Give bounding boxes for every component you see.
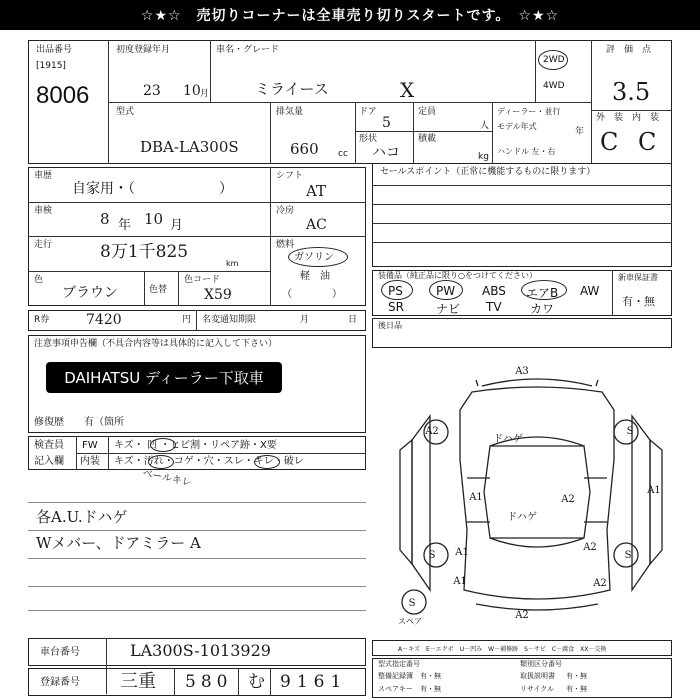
first-reg-unit: 月 (200, 89, 210, 99)
equip-aw: AW (580, 284, 600, 298)
inspector-row1-head: FW (82, 440, 98, 451)
drive-2wd-circle (538, 50, 568, 70)
equip-sr: SR (388, 300, 404, 314)
model-value: DBA-LA300S (140, 138, 239, 156)
door-value: 5 (382, 115, 391, 131)
int-value: C (638, 128, 657, 156)
color-code-label: 色コード (184, 275, 221, 285)
damage-mark: A2 (583, 542, 597, 553)
inspect-label: 車検 (34, 206, 53, 216)
first-reg-month: 10 (183, 83, 201, 99)
damage-mark: S (428, 550, 436, 561)
fuel-other: （ ） (282, 289, 342, 300)
equip-navi: ナビ (436, 302, 461, 316)
use-label: 車歴 (34, 171, 53, 181)
legend-text: A－キズ E－エクボ U－凹み W－補修跡 S－サビ C－腐食 XX－交換 (398, 646, 607, 653)
shift-label: シフト (276, 171, 304, 181)
equip-leather: カワ (530, 302, 555, 316)
sales-point-box (372, 163, 672, 267)
ac-label: 冷房 (276, 206, 295, 216)
damage-mark: S (626, 426, 634, 437)
mileage-label: 走行 (34, 240, 53, 250)
key-label: スペアキー (378, 685, 413, 693)
ext-value: C (600, 128, 619, 156)
dealer-label: ディーラー・並行 (497, 107, 561, 116)
fuel-gas-circle (288, 247, 348, 267)
chassis-label: 車台番号 (40, 647, 80, 658)
drive-4wd: 4WD (543, 81, 565, 91)
fuel-label: 燃料 (276, 240, 295, 250)
tax-value: 7420 (86, 312, 122, 328)
damage-mark: ドハゲ (507, 512, 537, 523)
tax-row (28, 310, 366, 331)
reg-label: 登録番号 (40, 677, 80, 688)
wear-circle (254, 455, 280, 469)
inspect-year: 8 (100, 210, 110, 228)
dealer-badge: DAIHATSU ディーラー下取車 (46, 362, 282, 393)
bottom-label: 型式指定番号 (378, 660, 420, 668)
damage-mark: A2 (515, 610, 529, 621)
pw-circle (429, 280, 463, 300)
note-scribble: ベールキレ (141, 467, 193, 490)
disp-value: 660 (290, 140, 319, 158)
remark-2: Wメバー、ドアミラー A (36, 534, 201, 552)
first-reg-year: 23 (143, 83, 161, 99)
notice-day: 日 (348, 315, 358, 325)
name-value: ミライース (255, 80, 329, 98)
inspector-label-2: 記入欄 (34, 456, 64, 467)
service-label: 整備記録簿 (378, 672, 413, 680)
reg-number: 9161 (280, 672, 348, 692)
color-change-label: 色替 (149, 285, 168, 295)
postfit-box (372, 318, 672, 348)
inspect-year-unit: 年 (118, 218, 132, 233)
inspect-month: 10 (144, 210, 164, 228)
damage-mark: S (624, 550, 632, 561)
recycle-label: リサイクル (520, 685, 555, 693)
notice-month: 月 (300, 315, 310, 325)
score-label: 評 価 点 (606, 45, 652, 55)
damage-mark: A2 (425, 426, 439, 437)
model-label: 型式 (116, 107, 135, 117)
color-code-value: X59 (204, 287, 232, 303)
notice-label: 名変通知期限 (202, 315, 257, 325)
stain-circle (148, 455, 174, 469)
fuel-diesel: 軽 油 (300, 271, 330, 282)
damage-mark: A1 (469, 492, 483, 503)
grade-value: X (400, 78, 415, 102)
equipment-label: 装備品（純正品に限り○をつけてください） (378, 271, 537, 280)
drive-2wd: 2WD (543, 55, 565, 65)
first-reg-label: 初度登録年月 (116, 45, 171, 55)
fuel-gas: ガソリン (294, 252, 334, 263)
ext-int-label: 外 装 内 装 (596, 113, 660, 123)
capacity-unit: 人 (480, 121, 490, 131)
shape-label: 形状 (359, 134, 378, 144)
name-label: 車名・グレード (216, 45, 280, 55)
mileage-unit: km (226, 259, 239, 268)
manual-value: 有・無 (566, 672, 587, 680)
top-banner: ☆★☆ 売切りコーナーは全車売り切りスタートです。 ☆★☆ (0, 0, 700, 30)
equip-abs: ABS (482, 284, 506, 298)
model-year-unit: 年 (575, 127, 585, 137)
postfit-label: 後日品 (378, 321, 402, 330)
reg-area: 三重 (120, 671, 156, 692)
lot-sub: [1915] (36, 61, 66, 71)
inspector-row2: キズ・汚れ・コゲ・穴・スレ・キレ・破レ (114, 456, 304, 467)
warranty-label: 新車保証書 (618, 273, 658, 282)
bottom-label-2: 類別区分番号 (520, 660, 562, 668)
dent-circle (150, 438, 176, 452)
inspect-month-unit: 月 (170, 218, 184, 233)
shape-value: ハコ (372, 145, 400, 161)
lot-number: 8006 (36, 82, 90, 109)
use-value: 自家用・（ ） (72, 181, 233, 197)
equip-tv: TV (486, 300, 502, 314)
model-year-label: モデル年式 (497, 122, 537, 131)
sales-label: セールスポイント（正常に機能するものに限ります） (380, 167, 596, 177)
shift-value: AT (306, 182, 327, 200)
inspector-row1: キズ・ 凹 ・ヒビ割・リペア跡・X要 (114, 440, 277, 451)
damage-mark: A2 (561, 494, 575, 505)
tax-label: R券 (34, 315, 50, 325)
equip-ps: PS (388, 284, 403, 298)
notes-label: 注意事項申告欄（不具合内容等は具体的に記入して下さい） (34, 339, 278, 349)
load-unit: kg (478, 152, 489, 162)
damage-mark: A1 (455, 547, 469, 558)
mileage-value: 8万1千825 (100, 242, 189, 262)
color-label: 色 (34, 275, 44, 285)
damage-mark: A3 (515, 366, 529, 377)
damage-mark: A2 (593, 578, 607, 589)
damage-mark: ドハゲ (493, 434, 523, 445)
remark-1: 各A.U.ドハゲ (36, 508, 128, 526)
ac-value: AC (306, 217, 327, 233)
spare-label: スペア (398, 617, 422, 626)
score-value: 3.5 (612, 78, 651, 106)
lot-label: 出品番号 (36, 45, 73, 55)
chassis-value: LA300S-1013929 (130, 641, 271, 660)
color-value: ブラウン (62, 285, 118, 301)
airbag-circle (521, 280, 567, 300)
ps-circle (381, 280, 413, 300)
damage-mark: S (408, 598, 416, 609)
disp-unit: cc (338, 149, 348, 159)
inspector-row2-head: 内装 (80, 456, 100, 467)
damage-mark: A1 (453, 576, 467, 587)
warranty-value: 有・無 (622, 295, 655, 308)
service-value: 有・無 (420, 672, 441, 680)
tax-unit: 円 (182, 315, 192, 325)
equip-pw: PW (436, 284, 456, 298)
disp-label: 排気量 (276, 107, 304, 117)
door-label: ドア (359, 107, 377, 117)
manual-label: 取扱説明書 (520, 672, 555, 680)
reg-kana: む (248, 672, 265, 692)
recycle-value: 有・無 (566, 685, 587, 693)
handle-label: ハンドル 左・右 (497, 147, 556, 156)
reg-class: 580 (185, 672, 233, 692)
repair-label: 修復歴 有（箇所 (34, 417, 124, 428)
car-diagram (372, 350, 672, 640)
load-label: 積載 (418, 134, 437, 144)
key-value: 有・無 (420, 685, 441, 693)
damage-mark: A1 (647, 485, 661, 496)
equip-airbag: エアB (526, 286, 559, 300)
inspector-label-1: 検査員 (34, 440, 64, 451)
capacity-label: 定員 (418, 107, 437, 117)
